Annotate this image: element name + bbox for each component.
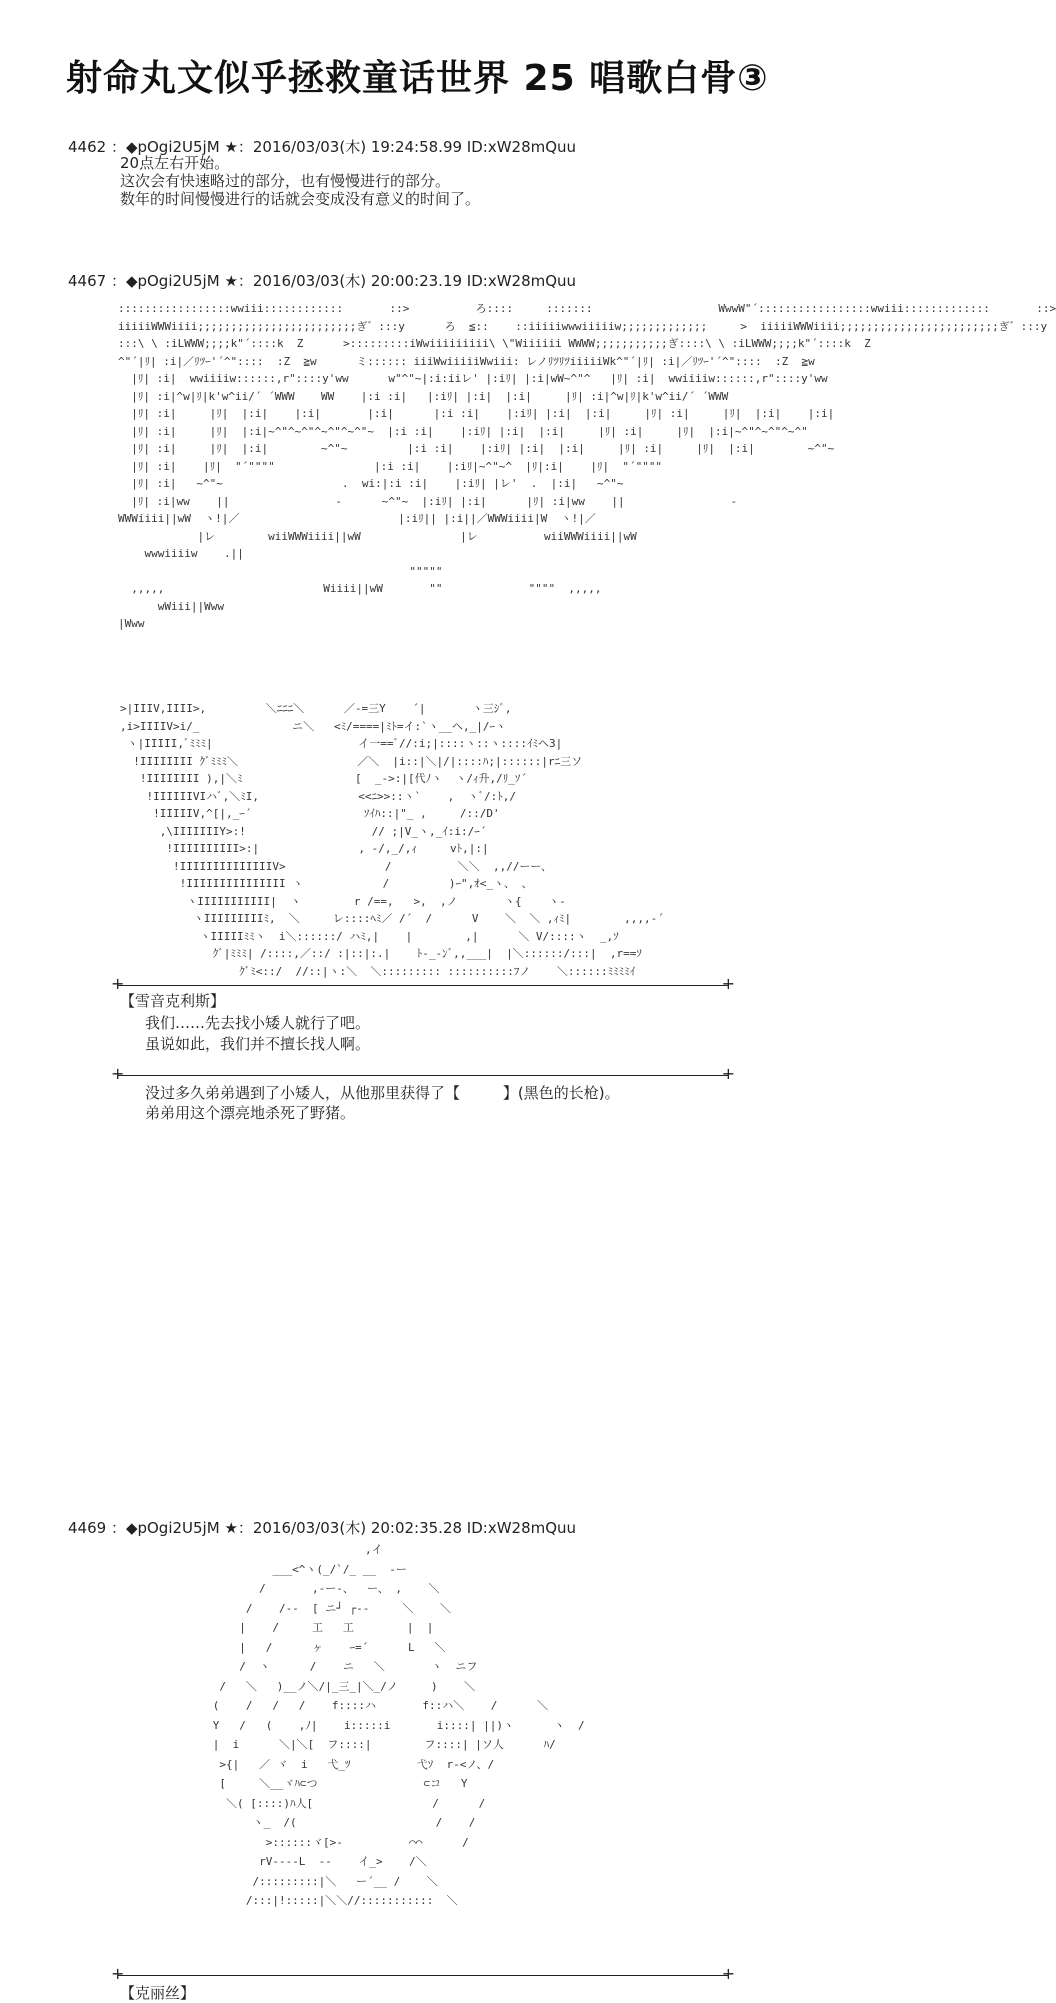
post-body-4462: 20点左右开始。 这次会有快速略过的部分，也有慢慢进行的部分。 数年的时间慢慢进行的话就会变成没有意义的时间了。 bbox=[120, 154, 481, 208]
ascii-art-scene-1: :::::::::::::::::wwiii:::::::::::: ::> ろ:::: ::::::: WwwW"´:::::::::::::::::wwiii::::::::::::: ::> iiiiiWWWiiii;;;;;;;;;;;;;;;;;;;;;;;;ぎ゛:::y ろ ≦:: ::iiiiiwwwiiiiiw;;;;;;;;;;;;; > iiiiiWWWiiii;;;;;;;;;;;;;;;;;;;;;;;;ぎ゛:::y :::\ \ :iLWWW;;;;k"´::::k Z >:::::::::iWwiiiiiiiii\ \"Wiiiiii WWWW;;;;;;;;;;;ぎ::::\ \ :iLWWW;;;;k"´::::k Z ^"´|ﾘ| :i|／ﾘﾂｰ'´^":::: :Z ≧w ミ:::::: iiiWwiiiiiWwiii: レノﾘﾂﾘﾂiiiiiWk^"´|ﾘ| :i|／ﾘﾂｰ'´^":::: :Z ≧w |ﾘ| :i| wwiiiiw::::::,r"::::y'ww w"^"~|:i:iiレ' |:iﾘ| |:i|wW~^"^ |ﾘ| :i| wwiiiiw::::::,r"::::y'ww |ﾘ| :i|^w|ﾘ|k'w^ii/´ ´WWW WW |:i :i| |:iﾘ| |:i| |:i| |ﾘ| :i|^w|ﾘ|k'w^ii/´ ´WWW |ﾘ| :i| |ﾘ| |:i| |:i| |:i| |:i :i| |:iﾘ| |:i| |:i| |ﾘ| :i| |ﾘ| |:i| |:i| |ﾘ| :i| |ﾘ| |:i|~^"^~^"^~^"^~^"~ |:i :i| |:iﾘ| |:i| |:i| |ﾘ| :i| |ﾘ| |:i|~^"^~^"^~^" |ﾘ| :i| |ﾘ| |:i| ~^"~ |:i :i| |:iﾘ| |:i| |:i| |ﾘ| :i| |ﾘ| |:i| ~^"~ |ﾘ| :i| |ﾘ| "´"""" |:i :i| |:iﾘ|~^"~^ |ﾘ|:i| |ﾘ| "´"""" |ﾘ| :i| ~^"~ . wi:|:i :i| |:iﾘ| |レ' . |:i| ~^"~ |ﾘ| :i|ww || - ~^"~ |:iﾘ| |:i| |ﾘ| :i|ww || - WWWiiii||wW ヽ!|／ |:iﾘ|| |:i||／WWWiiii|W ヽ!|／ |レ wiiWWWiiii||wW |レ wiiWWWiiii||wW wwwiiiiw .|| """"" ,,,,, Wiiii||wW "" """" ,,,,, wWiii||Www |Www bbox=[118, 302, 1056, 630]
post-header-4462: 4462 ：◆pOgi2U5jM ★：2016/03/03(木) 19:24:58.99 ID:xW28mQuu bbox=[68, 138, 577, 156]
ascii-art-character: ,イ ___<^ヽ(_/`/_ __ -ー / ,-ー-、 ー、 , ＼ / /-- [ ニ┘ ┌‐‐ ＼ ＼ | / 工 工 | | | / ヶ ｰ=´ L ＼ / ヽ / ニ ＼ ヽ ニフ / ＼ )__ノ＼/|_三_|＼_/ノ ) ＼ ( / / / f::::ハ f::ハ＼ / ＼ Y / ( ,ﾉ| i:::::i i::::| ||)ヽ ヽ / | i ＼|＼[ フ::::| フ::::| |ソ人 ﾊ/ >{| ／ ヾ i 弋_ﾂ 弋ｿ r-<ノ、/ [ ＼__ヾﾊ⊂つ ⊂コ Y ＼( [::::)ﾊ人[ / / ヽ_ /( / / >::::::ヾ[>- ⌒⌒ / rV----L -- イ_> /＼ /:::::::::|＼ ー´__ / ＼ /:::|!:::::|＼＼//::::::::::: ＼ bbox=[212, 1543, 585, 1907]
divider-bottom: + + bbox=[111, 1964, 735, 1983]
dialog-text: 我们……先去找小矮人就行了吧。 虽说如此，我们并不擅长找人啊。 bbox=[145, 1014, 371, 1053]
speaker-label-2: 【克丽丝】 bbox=[120, 1984, 196, 2002]
post-header-4467: 4467 ：◆pOgi2U5jM ★：2016/03/03(木) 20:00:23.19 ID:xW28mQuu bbox=[68, 272, 577, 290]
ascii-art-scene-2: >|IIIV,IIII>, ＼ﾆﾆﾆ＼ ／-=三Y ´| ヽ三ｼﾞ, ,i>IIIIV>i/_ ニ＼ <ﾐ/====|ﾐﾄ=イ:`ヽ__ヘ,_|/ｰヽ ヽ|IIIII,ﾞﾐﾐﾐ| イ一==ﾞ//:i;|::::ヽ::ヽ::::ｲﾐヘ3| !IIIIIIII ｸﾞﾐﾐﾐ＼ ／＼ |i::|＼|/|::::ﾊ;|::::::|rﾆ三ソ !IIIIIIII ),|＼ﾐ [ _->:|[代ﾉヽ ヽ/ｨ升,/ﾘ_ｿ´ !IIIIIIVIハﾞ,＼ﾐI, <<ﾆ>>::ヽ` , ヽﾞ/:ﾄ,/ !IIIIIV,^[|,_ｰ´ ｿｲﾊ::|"_ , /::/D' ,\IIIIIIIY>:! // ;|V_ヽ,_ｲ:i:/ｰ´ !IIIIIIIIII>:| , -/,_/,ｨ vﾄ,|:| !IIIIIIIIIIIIIIV> / ＼＼ ,,//ーー、 !IIIIIIIIIIIIIII ヽ / )ｰ",ｵ<_ヽ、 、 ヽIIIIIIIIIII| ヽ r /==, >, ,ノ ヽ{ ヽ- ヽIIIIIIIIIﾐ, ＼ レ::::ﾍﾐ／ /´ / V ＼ ＼ ,ｨﾐ| ,,,,-´ ヽIIIIIﾐﾐヽ i＼::::::/ ハﾐ,| | ,| ＼ V/::::ヽ _,ｿ ｸﾞ|ﾐﾐﾐ| /::::,／::/ :|::|:.| ﾄ-_-ﾝﾞ,,___| |＼::::::/:::| ,r==ｿ ｸﾞﾐ<::/ //::|ヽ:＼ ＼::::::::: ::::::::::ﾌノ ＼::::::ﾐﾐﾐﾐｲ bbox=[120, 702, 664, 978]
divider-top: + + bbox=[111, 974, 735, 993]
narration-text: 没过多久弟弟遇到了小矮人，从他那里获得了【 】(黑色的长枪)。 弟弟用这个漂亮地杀死了野猪。 bbox=[145, 1084, 620, 1122]
post-header-4469: 4469 ：◆pOgi2U5jM ★：2016/03/03(木) 20:02:35.28 ID:xW28mQuu bbox=[68, 1519, 577, 1537]
divider-middle: + + bbox=[111, 1064, 735, 1083]
page bbox=[10, 0, 1056, 2002]
page-title: 射命丸文似乎拯救童话世界 25 唱歌白骨③ bbox=[66, 58, 769, 99]
speaker-label: 【雪音克利斯】 bbox=[120, 992, 226, 1010]
